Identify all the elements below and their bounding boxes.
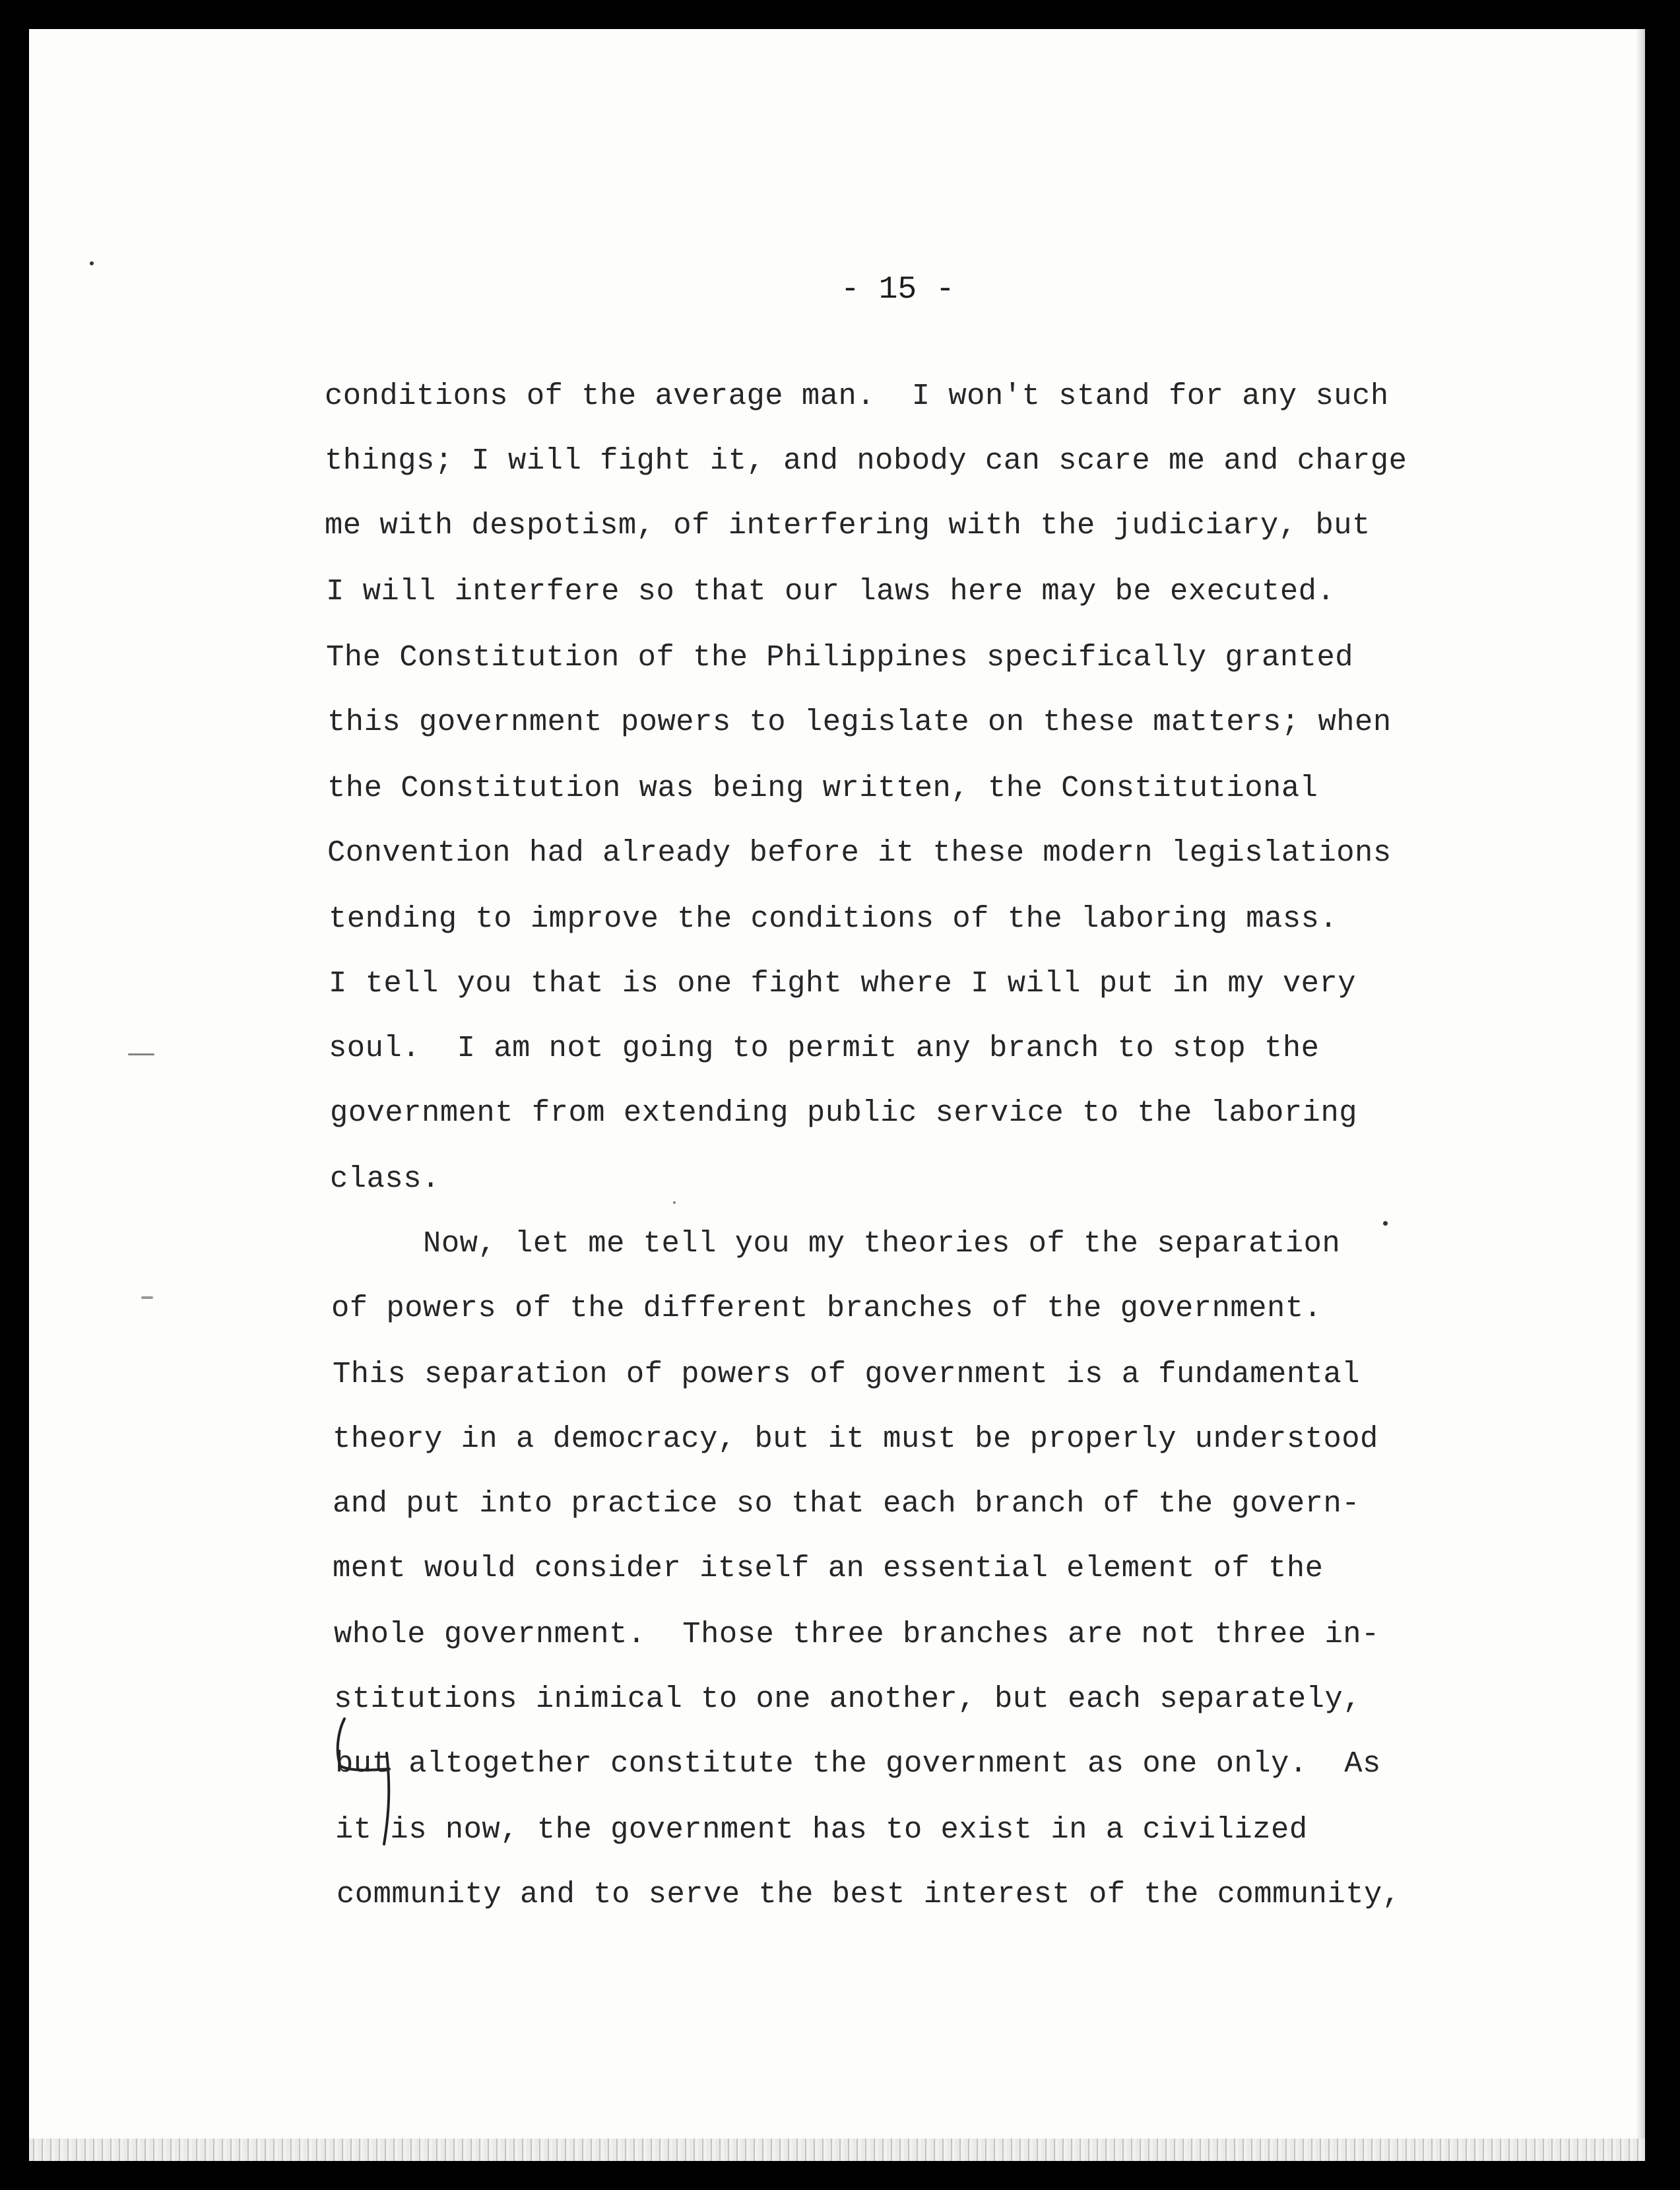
scan-edge-bottom (29, 2139, 1645, 2161)
text-line: tending to improve the conditions of the laboring mass. (329, 902, 1338, 936)
text-line: class. (330, 1162, 440, 1196)
text-line: the Constitution was being written, the Constitutional (327, 771, 1318, 805)
text-line: and put into practice so that each branch of the govern- (333, 1486, 1361, 1521)
text-line: but altogether constitute the government as one only. As (335, 1746, 1381, 1781)
scan-speck (128, 1053, 154, 1055)
text-line: Now, let me tell you my theories of the separation (331, 1226, 1341, 1261)
text-line: me with despotism, of interfering with the judiciary, but (325, 508, 1371, 543)
text-line: community and to serve the best interest of the community, (337, 1877, 1401, 1911)
text-line: government from extending public service to the laboring (330, 1096, 1358, 1130)
scan-speck (141, 1296, 153, 1299)
text-line: this government powers to legislate on these matters; when (327, 705, 1392, 739)
page-number: - 15 - (841, 272, 955, 308)
scan-speck (673, 1201, 676, 1204)
document-page (29, 29, 1645, 2161)
text-line: The Constitution of the Philippines specifically granted (326, 640, 1354, 675)
text-line: stitutions inimical to one another, but each separately, (334, 1682, 1362, 1716)
text-line: whole government. Those three branches are not three in- (334, 1617, 1380, 1651)
text-line: I tell you that is one fight where I will put in my very (329, 966, 1357, 1001)
text-line: things; I will fight it, and nobody can scare me and charge (325, 444, 1407, 478)
text-line: This separation of powers of government is a fundamental (333, 1357, 1361, 1391)
text-line: ment would consider itself an essential element of the (333, 1551, 1324, 1585)
scan-speck (90, 261, 94, 265)
scan-edge-right (1636, 29, 1645, 2161)
scan-speck (1383, 1221, 1388, 1226)
handwritten-bracket-mark (306, 1706, 412, 1864)
text-line: I will interfere so that our laws here may be executed. (326, 574, 1336, 609)
text-line: Convention had already before it these modern legislations (327, 836, 1392, 870)
text-line: of powers of the different branches of the government. (331, 1291, 1322, 1325)
text-line: theory in a democracy, but it must be properly understood (333, 1422, 1378, 1456)
text-line: conditions of the average man. I won't stand for any such (325, 379, 1389, 413)
text-line: it is now, the government has to exist in a civilized (335, 1812, 1308, 1847)
text-line: soul. I am not going to permit any branch to stop the (329, 1031, 1320, 1065)
